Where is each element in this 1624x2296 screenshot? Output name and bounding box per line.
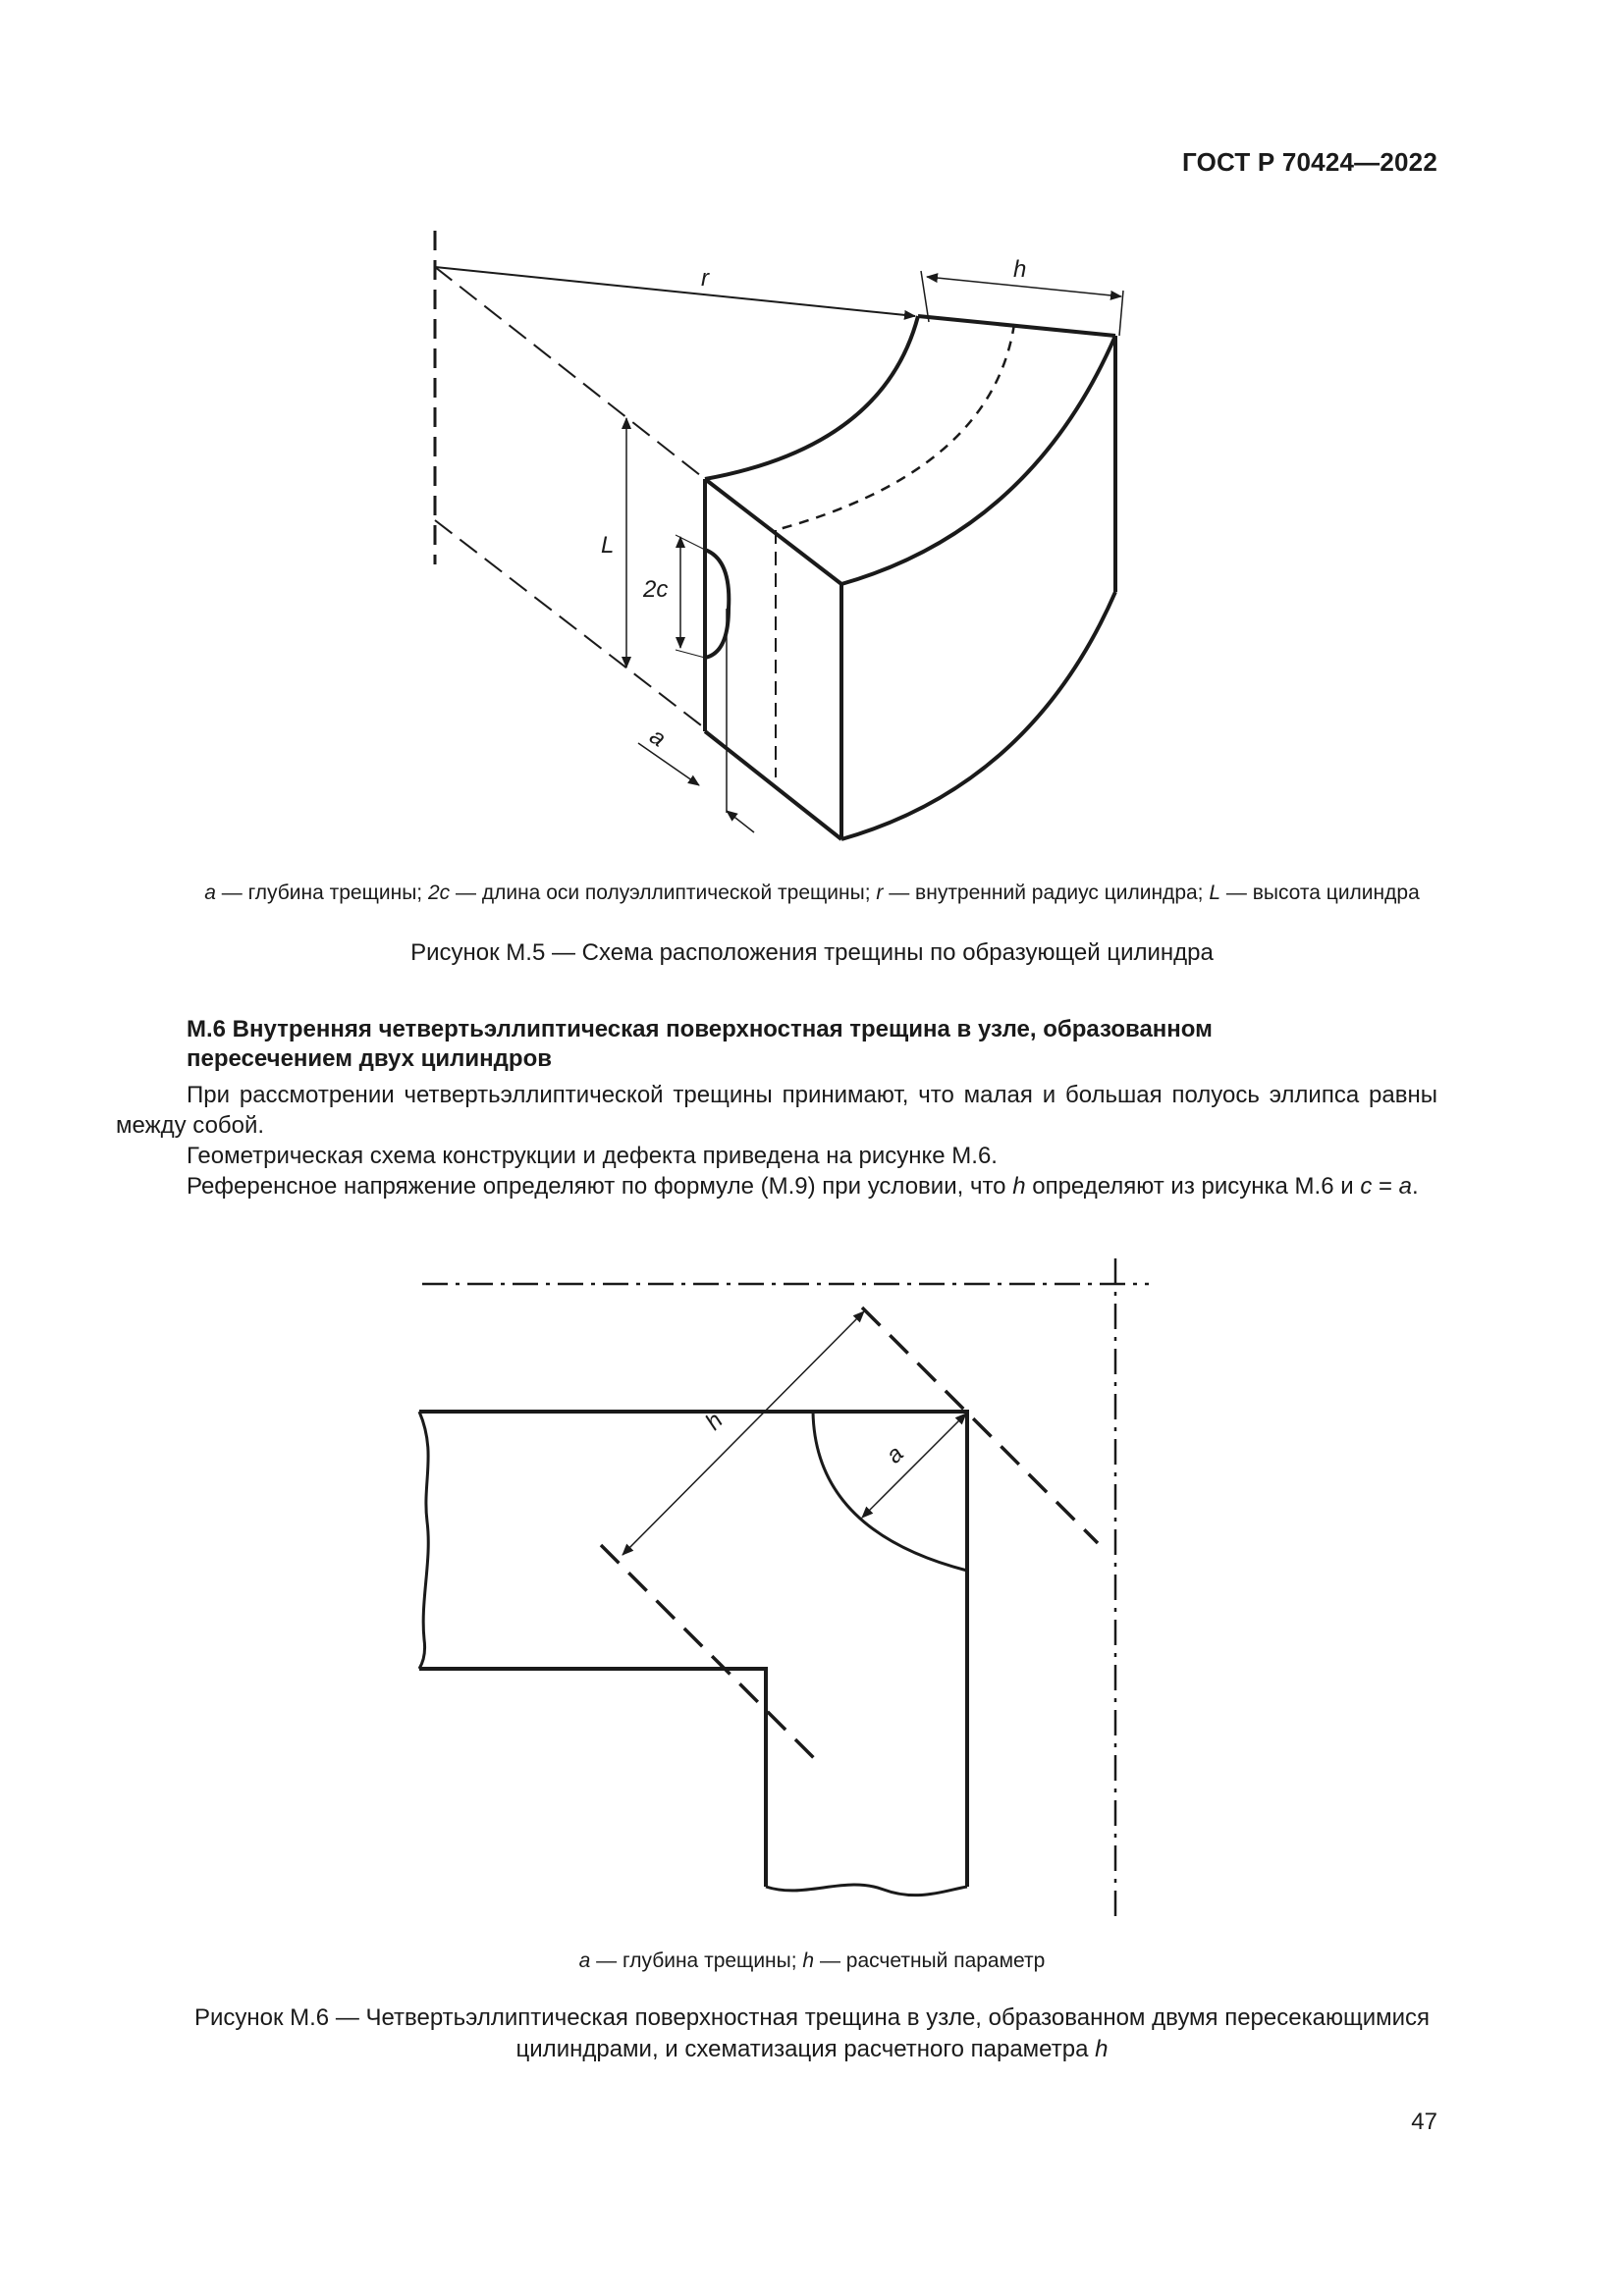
figure-m5-diagram (0, 0, 1624, 883)
hidden-edge-top (435, 267, 705, 479)
figure-m6-legend: a — глубина трещины; h — расчетный параметр (578, 1949, 1046, 1972)
h-dimension-line (623, 1311, 864, 1555)
paragraph-1: При рассмотрении четвертьэллиптической трещины принимают, что малая и большая полуось эллипса равны между собой. (116, 1082, 1437, 1139)
paragraph-2: Геометрическая схема конструкции и дефекта приведена на рисунке М.6. (187, 1143, 998, 1169)
left-break-line (419, 1412, 428, 1669)
figure-m5-legend: a — глубина трещины; 2c — длина оси полуэллиптической трещины; r — внутренний радиус цилиндра; L — высота цилиндра (204, 881, 1420, 904)
crack-depth-arc (776, 324, 1014, 530)
figure-m5-caption: Рисунок М.5 — Схема расположения трещины по образующей цилиндра (410, 939, 1214, 966)
label-a: a (881, 1440, 909, 1469)
label-2c: 2c (643, 576, 669, 603)
label-L: L (601, 532, 615, 559)
document-header: ГОСТ Р 70424—2022 (1182, 147, 1437, 177)
dashed-plane-right (862, 1308, 1098, 1543)
outer-arc-edge-top (841, 336, 1115, 584)
top-thickness-edge (918, 316, 1115, 336)
radius-dimension-line (435, 267, 915, 316)
hidden-edge-bottom (435, 520, 705, 728)
bottom-break-line (766, 1885, 967, 1896)
page-number: 47 (1411, 2109, 1437, 2135)
section-title: М.6 Внутренняя четвертьэллиптическая поверхностная трещина в узле, образованном пересечением двух цилиндров (187, 1016, 1213, 1072)
figure-m6-diagram (0, 1237, 1624, 1953)
figure-m6-caption: Рисунок М.6 — Четвертьэллиптическая поверхностная трещина в узле, образованном двумя пересекающимися цилиндрами, и схематизация расчетного параметра h (193, 2004, 1431, 2062)
label-h: h (1013, 256, 1027, 283)
dashed-plane-left (601, 1545, 820, 1764)
semi-elliptical-crack (705, 550, 729, 658)
label-h: h (700, 1407, 729, 1436)
outer-arc-edge-bottom (841, 592, 1115, 839)
paragraph-3: Референсное напряжение определяют по формуле (М.9) при условии, что h определяют из рисунка М.6 и c = a. (187, 1173, 1419, 1200)
label-r: r (701, 265, 709, 292)
a-dimension-line (862, 1414, 966, 1518)
label-a: a (644, 722, 671, 753)
inner-arc-edge (705, 316, 918, 479)
